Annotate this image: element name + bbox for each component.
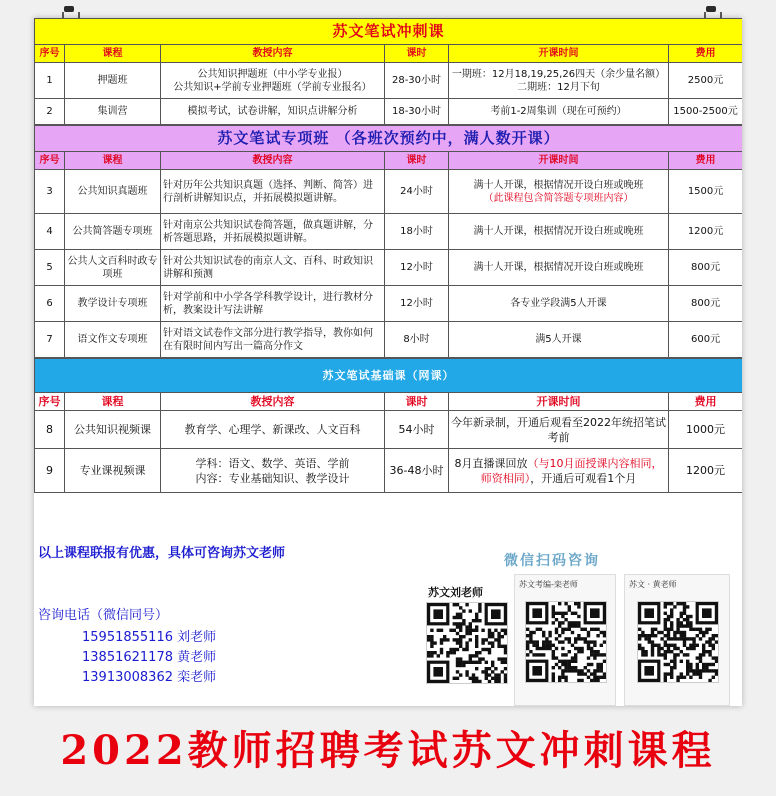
- table-row: 9 专业课视频课 学科：语文、数学、英语、学前 内容：专业基础知识、教学设计 36-48小时 8月直播课回放（与10月面授课内容相同，师资相同），开通后可观看1个月 1200元: [35, 449, 743, 493]
- header-content: 教授内容: [161, 45, 385, 63]
- table-row: 6 教学设计专项班 针对学前和中小学各学科教学设计，进行教材分析，教案设计写法讲解 12小时 各专业学段满5人开课 800元: [35, 286, 743, 322]
- header-course: 课程: [65, 45, 161, 63]
- course-poster: [34, 18, 742, 706]
- table-row: 7 语文作文专项班 针对语文试卷作文部分进行教学指导，教你如何在有限时间内写出一篇高分作文 8小时 满5人开课 600元: [35, 322, 743, 358]
- online-course-title: 苏文笔试基础课（网课）: [35, 359, 743, 393]
- table-row: 8 公共知识视频课 教育学、心理学、新课改、人文百科 54小时 今年新录制，开通后观看至2022年统招笔试考前 1000元: [35, 411, 743, 449]
- qr-code-luan: [525, 601, 607, 683]
- qr-card-luan: [514, 574, 616, 706]
- phone-liu: 15951855116 刘老师: [82, 630, 217, 645]
- table-row: 2 集训营 模拟考试，试卷讲解，知识点讲解分析 18-30小时 考前1-2周集训（现在可预约） 1500-2500元: [35, 99, 743, 125]
- table-row: 1 押题班 公共知识押题班（中小学专业报） 公共知识+学前专业押题班（学前专业报名） 28-30小时 一期班：12月18,19,25,26四天（余少量名额） 二期班：12月下旬 2500元: [35, 63, 743, 99]
- qr-card-huang-header: 苏文 · 黄老师: [629, 580, 677, 589]
- header-fee: 费用: [669, 45, 743, 63]
- qr-code-liu: [426, 602, 508, 684]
- qr-card-huang: [624, 574, 730, 706]
- online-course-table: 苏文笔试基础课（网课） 序号 课程 教授内容 课时 开课时间 费用 8 公共知识视频课 教育学、心理学、新课改、人文百科 54小时 今年新录制，开通后观看至2022年统招笔试考前 1000元 9 专业课视频课 学科：语文、数学、英语、学前 内容：专业基础知识、教学设计 36-48小时 8月直播课回放（与10月面授课内容相同，师资相同），开通后可观看1个月 1200元: [34, 358, 742, 493]
- table-row: 5 公共人文百科时政专项班 针对公共知识试卷的南京人文、百科、时政知识讲解和预测 12小时 满十人开课，根据情况开设白班或晚班 800元: [35, 250, 743, 286]
- phone-label: 咨询电话（微信同号）: [38, 608, 169, 623]
- scan-title: 微信扫码咨询: [504, 553, 600, 569]
- table-row: 3 公共知识真题班 针对历年公共知识真题（选择、判断、简答）进行剖析讲解知识点，并拓展模拟题讲解。 24小时 满十人开课，根据情况开设白班或晚班 （此课程包含简答题专项班内容） 1500元: [35, 170, 743, 214]
- qr-code-huang: [637, 601, 719, 683]
- header-hours: 课时: [385, 45, 449, 63]
- table-row: 4 公共简答题专项班 针对南京公共知识试卷简答题，做真题讲解，分析答题思路，并拓展模拟题讲解。 18小时 满十人开课，根据情况开设白班或晚班 1200元: [35, 214, 743, 250]
- sprint-course-table: [34, 18, 742, 125]
- phone-luan: 13913008362 栾老师: [82, 670, 217, 685]
- qr-label-liu: 苏文刘老师: [428, 586, 483, 599]
- header-time: 开课时间: [449, 45, 669, 63]
- phone-huang: 13851621178 黄老师: [82, 650, 217, 665]
- promo-text: 以上课程联报有优惠，具体可咨询苏文老师: [38, 546, 286, 561]
- qr-card-luan-header: 苏文考编-栾老师: [519, 580, 578, 589]
- sprint-course-title: 苏文笔试冲刺课: [35, 19, 743, 45]
- special-course-title: 苏文笔试专项班 （各班次预约中，满人数开课）: [35, 126, 743, 152]
- header-no: 序号: [35, 45, 65, 63]
- special-course-table: 苏文笔试专项班 （各班次预约中，满人数开课） 序号 课程 教授内容 课时 开课时间 费用 3 公共知识真题班 针对历年公共知识真题（选择、判断、简答）进行剖析讲解知识点，并拓展模拟题讲解。 24小时 满十人开课，根据情况开设白班或晚班 （此课程包含简答题专项班内容） 1500元 4 公共简答题专项班 针对南京公共知识试卷简答题，做真题讲解，分析答题思路，并拓展模拟题讲解。 18小时 满十人开课，根据情况开设白班或晚班 1200元 5 公共人文百科时政专项班 针对公共知识试卷的南京人文、百科、时政知识讲解和预测 12小时 满十人开课，根据情况开设白班或晚班 800元 6 教学设计专项班 针对学前和中小学各学科教学设计，进行教材分析，教案设计写法讲解 12小时 各专业学段满5人开课 800元 7 语文作文专项班 针对语文试卷作文部分进行教学指导，教你如何在有限时间内写出一篇高分作文 8小时 满5人开课 600元: [34, 125, 742, 358]
- bottom-banner: 2022教师招聘考试苏文冲刺课程: [60, 727, 716, 774]
